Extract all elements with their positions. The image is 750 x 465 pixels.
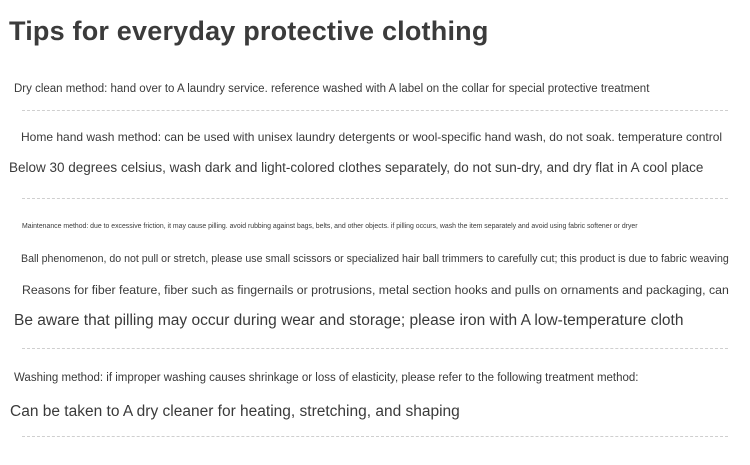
dry-cleaner-text: Can be taken to A dry cleaner for heating, stretching, and shaping — [10, 403, 460, 420]
fiber-feature-text: Reasons for fiber feature, fiber such as fingernails or protrusions, metal section hooks and pulls on ornaments and packaging, can — [22, 283, 729, 297]
section-divider — [22, 436, 728, 437]
maintenance-method-text: Maintenance method: due to excessive friction, it may cause pilling. avoid rubbing against bags, belts, and other objects. if pilling occurs, wash the item separately and avoid using fabric softener or dryer — [22, 223, 638, 230]
washing-method-text: Washing method: if improper washing causes shrinkage or loss of elasticity, please refer to the following treatment method: — [14, 372, 639, 384]
hand-wash-temperature-text: Below 30 degrees celsius, wash dark and light-colored clothes separately, do not sun-dry, and dry flat in A cool place — [9, 160, 704, 175]
pilling-phenomenon-text: Ball phenomenon, do not pull or stretch, please use small scissors or specialized hair ball trimmers to carefully cut; this product is due to fabric weaving — [21, 253, 729, 265]
section-divider — [22, 348, 728, 349]
dry-clean-method-text: Dry clean method: hand over to A laundry service. reference washed with A label on the collar for special protective treatment — [14, 83, 650, 95]
section-divider — [22, 110, 728, 111]
section-divider — [22, 198, 728, 199]
pilling-awareness-text: Be aware that pilling may occur during wear and storage; please iron with A low-temperature cloth — [14, 312, 684, 329]
page-title: Tips for everyday protective clothing — [9, 16, 489, 46]
hand-wash-method-text: Home hand wash method: can be used with unisex laundry detergents or wool-specific hand wash, do not soak. temperature control — [21, 130, 723, 144]
